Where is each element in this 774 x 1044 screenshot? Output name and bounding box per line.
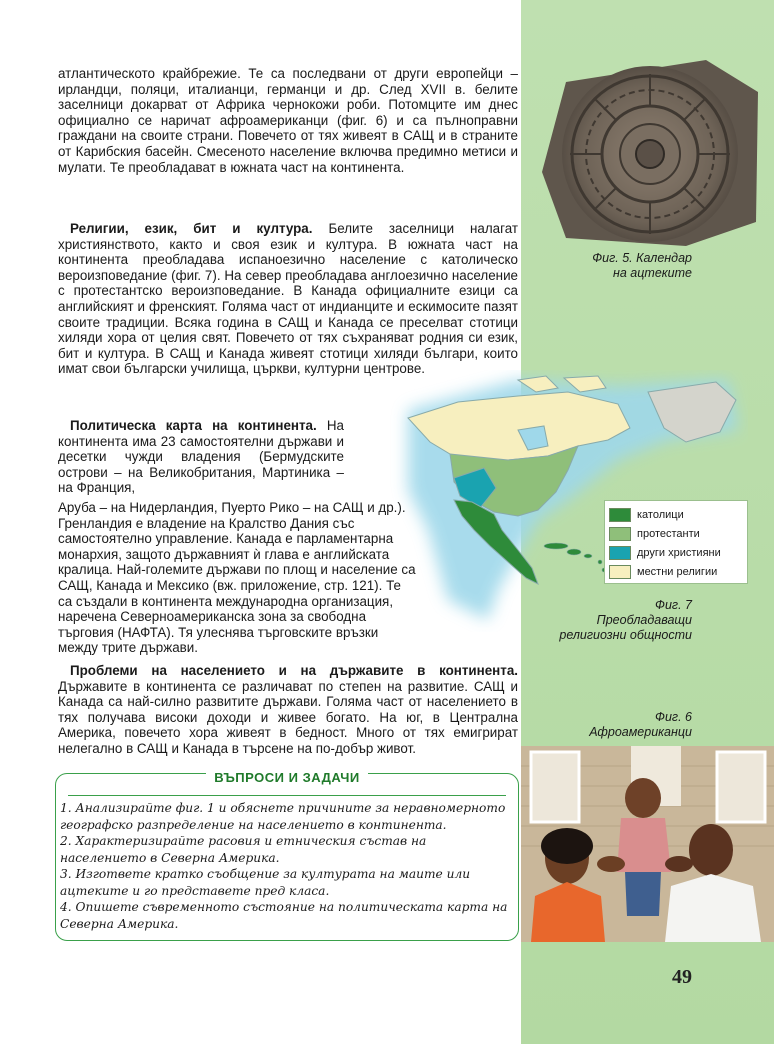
- question-item: 2. Характеризирайте расовия и етническия състав на населението в Северна Америка.: [60, 834, 427, 865]
- fig5-caption: [540, 251, 692, 281]
- paragraph-religion: [58, 221, 518, 377]
- legend-label: други християни: [637, 546, 721, 559]
- legend-swatch-other-christians: [609, 546, 631, 560]
- questions-box: [55, 770, 519, 941]
- legend-label: протестанти: [637, 527, 700, 540]
- legend-item-other-christians: [609, 543, 743, 562]
- paragraph-problems: [58, 663, 518, 757]
- fig7-caption-line1: Фиг. 7: [655, 598, 692, 612]
- map-legend: [604, 500, 748, 584]
- fig7-caption: [530, 598, 692, 643]
- paragraph-political-map-start: [58, 418, 344, 496]
- paragraph-religion-text: Белите заселници налагат християнството, както и своя език и култура. В южната част на континента преобладава испаноезично население с католическо вероизповедание (фиг. 7). На север преобладава англоезично население с протестантско вероизповедание. В Канада официалните езици са английският и френският. Голяма част от индианците и ескимосите пазят своите традиции. Всяка година в САЩ и Канада се преселват стотици хиляди хора от целия свят. Повечето от тях съхраняват родния си език, бит и култура. В САЩ и Канада живеят стотици хиляди българи, които имат свои български училища, църкви, културни центрове.: [58, 221, 518, 377]
- page-number: 49: [672, 966, 692, 988]
- fig5-caption-line1: Фиг. 5. Календар: [592, 251, 692, 265]
- question-item: 4. Опишете съвременното състояние на политическата карта на Северна Америка.: [60, 900, 508, 931]
- question-item: 3. Изгответе кратко съобщение за културата на маите или ацтеките и го представете пред класа.: [60, 867, 471, 898]
- heading-problems: Проблеми на населението и на държавите в континента.: [70, 663, 518, 678]
- paragraph-political-map-continued: Аруба – на Нидерландия, Пуерто Рико – на САЩ и др.). Гренландия е владение на Кралство Дания със самостоятелно управление. Канада е парламентарна монархия, защото държавният ѝ глава е английската кралица. Най-големите държави по площ и население са САЩ, Канада и Мексико (вж. приложение, стр. 121). Те са създали в континента международна организация, наречена Северноамериканска зона за свободна търговия (НАФТА). Тя улеснява търговските връзки между трите държави.: [58, 500, 416, 656]
- aztec-calendar-image: [536, 52, 762, 248]
- legend-item-local-religions: [609, 562, 743, 581]
- paragraph-problems-text: Държавите в континента се различават по степен на развитие. САЩ и Канада са най-силно развитите държави. Голяма част от населението в тях получава високи доходи и живее богато. На юг, в Централна Америка, повечето хора живеят в бедност. Много от тях емигрират нелегално в САЩ и Канада в търсене на по-добър живот.: [58, 678, 518, 756]
- fig5-caption-line2: на ацтеките: [613, 266, 692, 280]
- questions-divider: [68, 795, 506, 796]
- paragraph-population: атлантическото крайбрежие. Те са последвани от други европейци – ирландци, поляци, италианци, германци и др. След XVII в. белите заселници докарват от Африка чернокожи роби. Потомците им днес официално се наричат афроамериканци (фиг. 6) и са пълноправни граждани на своите страни. Повечето от тях живеят в САЩ и в страните от Карибския басейн. Смесеното население включва предимно метиси и мулати. Те преобладават в южната част на континента.: [58, 66, 518, 175]
- question-item: 1. Анализирайте фиг. 1 и обяснете причините за неравномерното географско разпределение на населението в континента.: [60, 801, 506, 832]
- african-american-family-photo: [521, 746, 774, 942]
- heading-political-map: Политическа карта на континента.: [70, 418, 317, 433]
- legend-label: католици: [637, 508, 684, 521]
- fig6-caption: [560, 710, 692, 740]
- legend-swatch-local-religions: [609, 565, 631, 579]
- fig7-caption-line2: Преобладаващи: [596, 613, 692, 627]
- fig7-caption-line3: религиозни общности: [559, 628, 692, 642]
- fig6-caption-line2: Афроамериканци: [589, 725, 692, 739]
- legend-item-protestants: [609, 524, 743, 543]
- heading-religion: Религии, език, бит и култура.: [70, 221, 313, 236]
- legend-swatch-catholics: [609, 508, 631, 522]
- legend-label: местни религии: [637, 565, 718, 578]
- legend-swatch-protestants: [609, 527, 631, 541]
- questions-title: ВЪПРОСИ И ЗАДАЧИ: [206, 770, 368, 785]
- fig6-caption-line1: Фиг. 6: [655, 710, 692, 724]
- legend-item-catholics: [609, 505, 743, 524]
- paragraph-political-map-text-a: На континента има 23 самостоятелни държави и десетки чужди владения (Бермудските острови – на Великобритания, Мартиника – на Франция,: [58, 418, 344, 496]
